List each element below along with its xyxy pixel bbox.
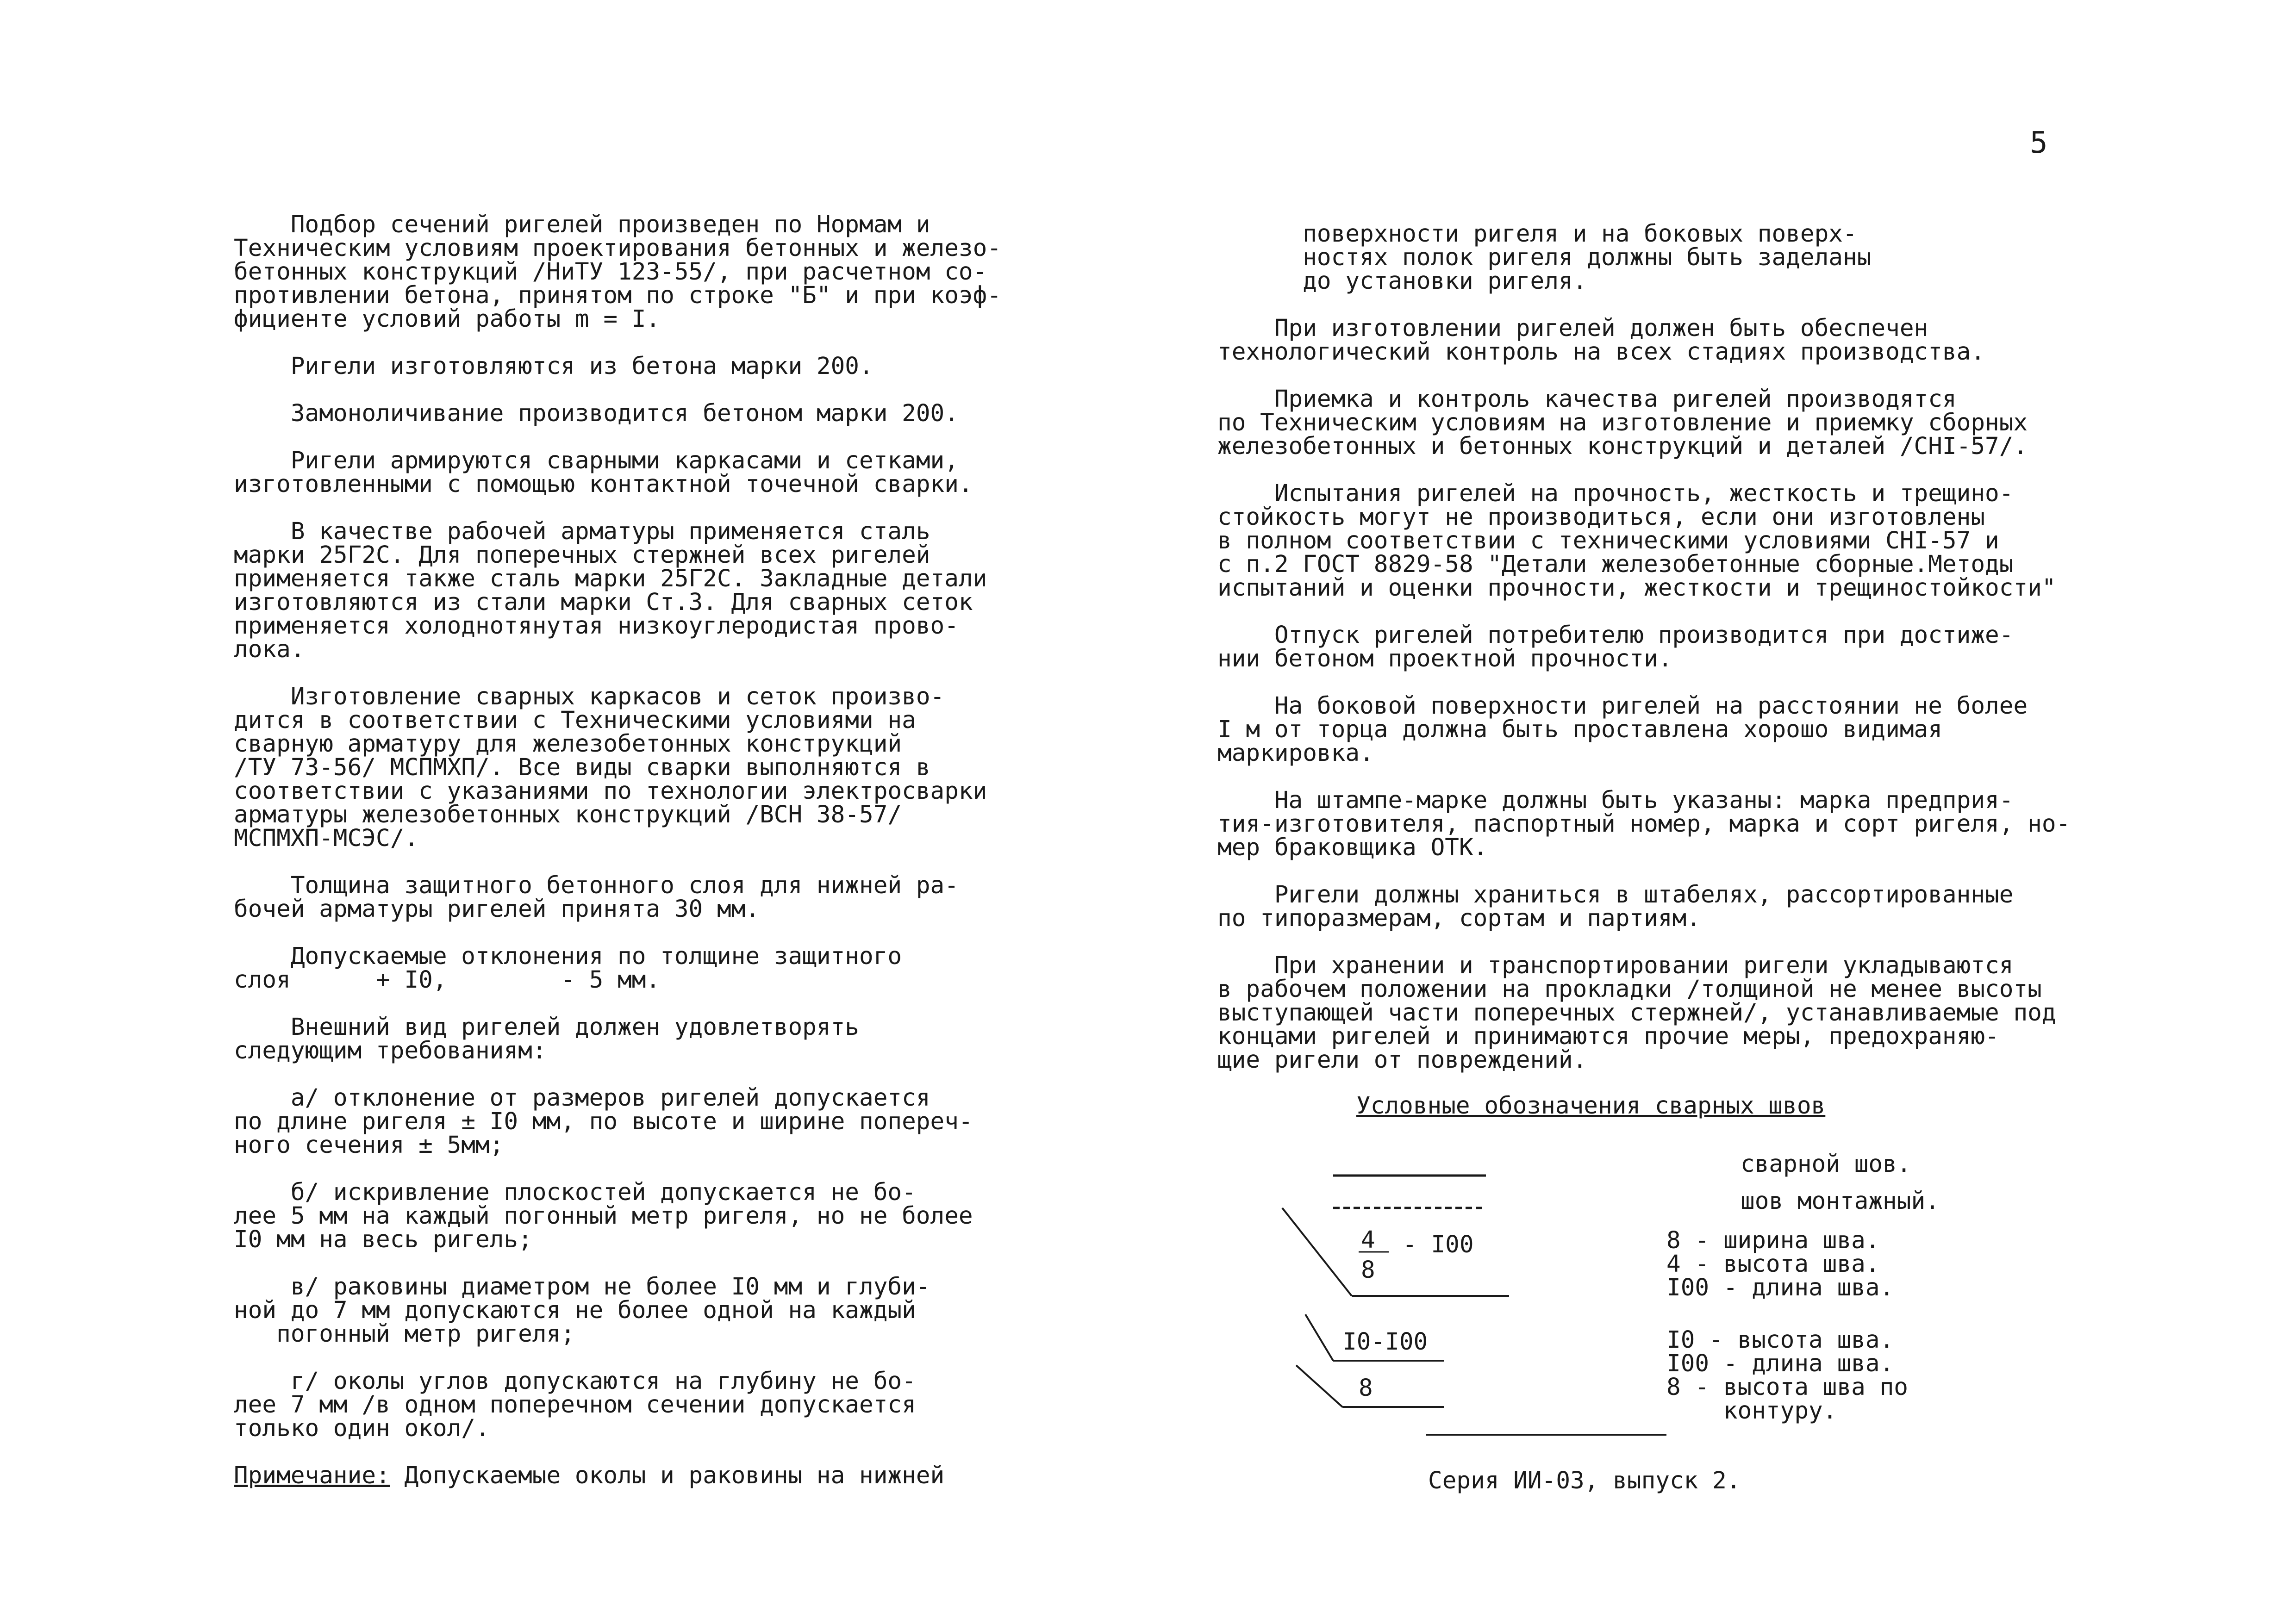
left-paragraph: В качестве рабочей арматуры применяется сталь марки 25Г2С. Для поперечных стержней всех ригелей применяется также сталь марки 25Г2С. Закладные детали изготовляются из стали марки Ст.3. Для сварных сеток применяется холоднотянутая низкоуглеродистая прово- лока.	[234, 518, 987, 663]
left-paragraph: Ригели изготовляются из бетона марки 200.	[234, 353, 873, 380]
left-paragraph: Допускаемые отклонения по толщине защитного слоя + I0, - 5 мм.	[234, 943, 902, 994]
diagram1-top: 4	[1361, 1226, 1375, 1254]
diagram2-bottom: 8	[1359, 1375, 1373, 1402]
left-paragraph: Ригели армируются сварными каркасами и сетками, изготовленными с помощью контактной точечной сварки.	[234, 447, 973, 498]
right-paragraph: Ригели должны храниться в штабелях, рассортированные по типоразмерам, сортам и партиям.	[1217, 881, 2014, 932]
diagram2-top: I0-I00	[1342, 1328, 1428, 1356]
left-paragraph: Внешний вид ригелей должен удовлетворять следующим требованиям:	[234, 1014, 860, 1064]
right-paragraph: Отпуск ригелей потребителю производится при достиже- нии бетоном проектной прочности.	[1217, 622, 2014, 672]
right-paragraph: Испытания ригелей на прочность, жесткость и трещино- стойкость могут не производиться, если они изготовлены в полном соответствии с техническими условиями СНI-57 и с п.2 ГОСТ 8829-58 "Детали железобетонные сборные.Методы испытаний и оценки прочности, жесткости и трещиностойкости"	[1217, 480, 2056, 602]
page-number: 5	[2030, 126, 2048, 160]
left-paragraph: б/ искривление плоскостей допускается не бо- лее 5 мм на каждый погонный метр ригеля, но не более I0 мм на весь ригель;	[234, 1179, 973, 1253]
right-paragraph: При изготовлении ригелей должен быть обеспечен технологический контроль на всех стадиях производства.	[1217, 315, 1985, 366]
left-paragraph: Подбор сечений ригелей произведен по Нормам и Техническим условиям проектирования бетонных и железо- бетонных конструкций /НиТУ 123-55/, при расчетном со- противлении бетона, принятом по строке "Б" и при коэф- фициенте условий работы m = I.	[234, 211, 1002, 333]
series-label: Серия ИИ-03, выпуск 2.	[1428, 1467, 1741, 1494]
left-paragraph: в/ раковины диаметром не более I0 мм и глуби- ной до 7 мм допускаются не более одной на каждый погонный метр ригеля;	[234, 1273, 930, 1348]
legend-diagram2-desc: I0 - высота шва. I00 - длина шва. 8 - высота шва по контуру.	[1666, 1326, 1908, 1425]
right-paragraph: На штампе-марке должны быть указаны: марка предприя- тия-изготовителя, паспортный номер, марка и сорт ригеля, но- мер браковщика ОТК.	[1217, 787, 2071, 861]
diagram1-bottom: 8	[1361, 1257, 1375, 1284]
left-paragraph: а/ отклонение от размеров ригелей допускается по длине ригеля ± I0 мм, по высоте и ширине попереч- ного сечения ± 5мм;	[234, 1084, 973, 1159]
legend-diagram1-desc: 8 - ширина шва. 4 - высота шва. I00 - длина шва.	[1666, 1227, 1894, 1301]
left-column	[234, 213, 1058, 1487]
note-label: Примечание:	[234, 1462, 390, 1489]
right-paragraph: поверхности ригеля и на боковых поверх- ностях полок ригеля должны быть заделаны до установки ригеля.	[1303, 220, 1872, 295]
left-paragraph: г/ околы углов допускаются на глубину не бо- лее 7 мм /в одном поперечном сечении допускается только один окол/.	[234, 1368, 916, 1442]
right-paragraph: Приемка и контроль качества ригелей производятся по Техническим условиям на изготовление и приемку сборных железобетонных и бетонных конструкций и деталей /СНI-57/.	[1217, 386, 2028, 460]
legend-weld-label: сварной шов.	[1741, 1151, 1911, 1178]
left-paragraph: Замоноличивание производится бетоном марки 200.	[234, 400, 959, 427]
legend-mounting-label: шов монтажный.	[1741, 1188, 1940, 1215]
left-paragraph: Толщина защитного бетонного слоя для нижней ра- бочей арматуры ригелей принята 30 мм.	[234, 872, 959, 923]
right-paragraph: На боковой поверхности ригелей на расстоянии не более I м от торца должна быть проставлена хорошо видимая маркировка.	[1217, 692, 2028, 767]
legend-title: Условные обозначения сварных швов	[1356, 1092, 1826, 1120]
diagram1-length: - I00	[1403, 1231, 1474, 1258]
right-column	[1217, 222, 2120, 1072]
left-paragraph: Изготовление сварных каркасов и сеток произво- дится в соответствии с Техническими условиями на сварную арматуру для железобетонных конструкций /ТУ 73-56/ МСПМХП/. Все виды сварки выполняются в соответствии с указаниями по технологии электросварки арматуры железобетонных конструкций /ВСН 38-57/ МСПМХП-МСЭС/.	[234, 683, 987, 852]
note-paragraph	[234, 1464, 1058, 1487]
right-paragraph: При хранении и транспортировании ригели укладываются в рабочем положении на прокладки /толщиной не менее высоты выступающей части поперечных стержней/, устанавливаемые под концами ригелей и принимаются прочие меры, предохраняю- щие ригели от повреждений.	[1217, 952, 2056, 1074]
note-text: Допускаемые околы и раковины на нижней	[390, 1462, 945, 1489]
